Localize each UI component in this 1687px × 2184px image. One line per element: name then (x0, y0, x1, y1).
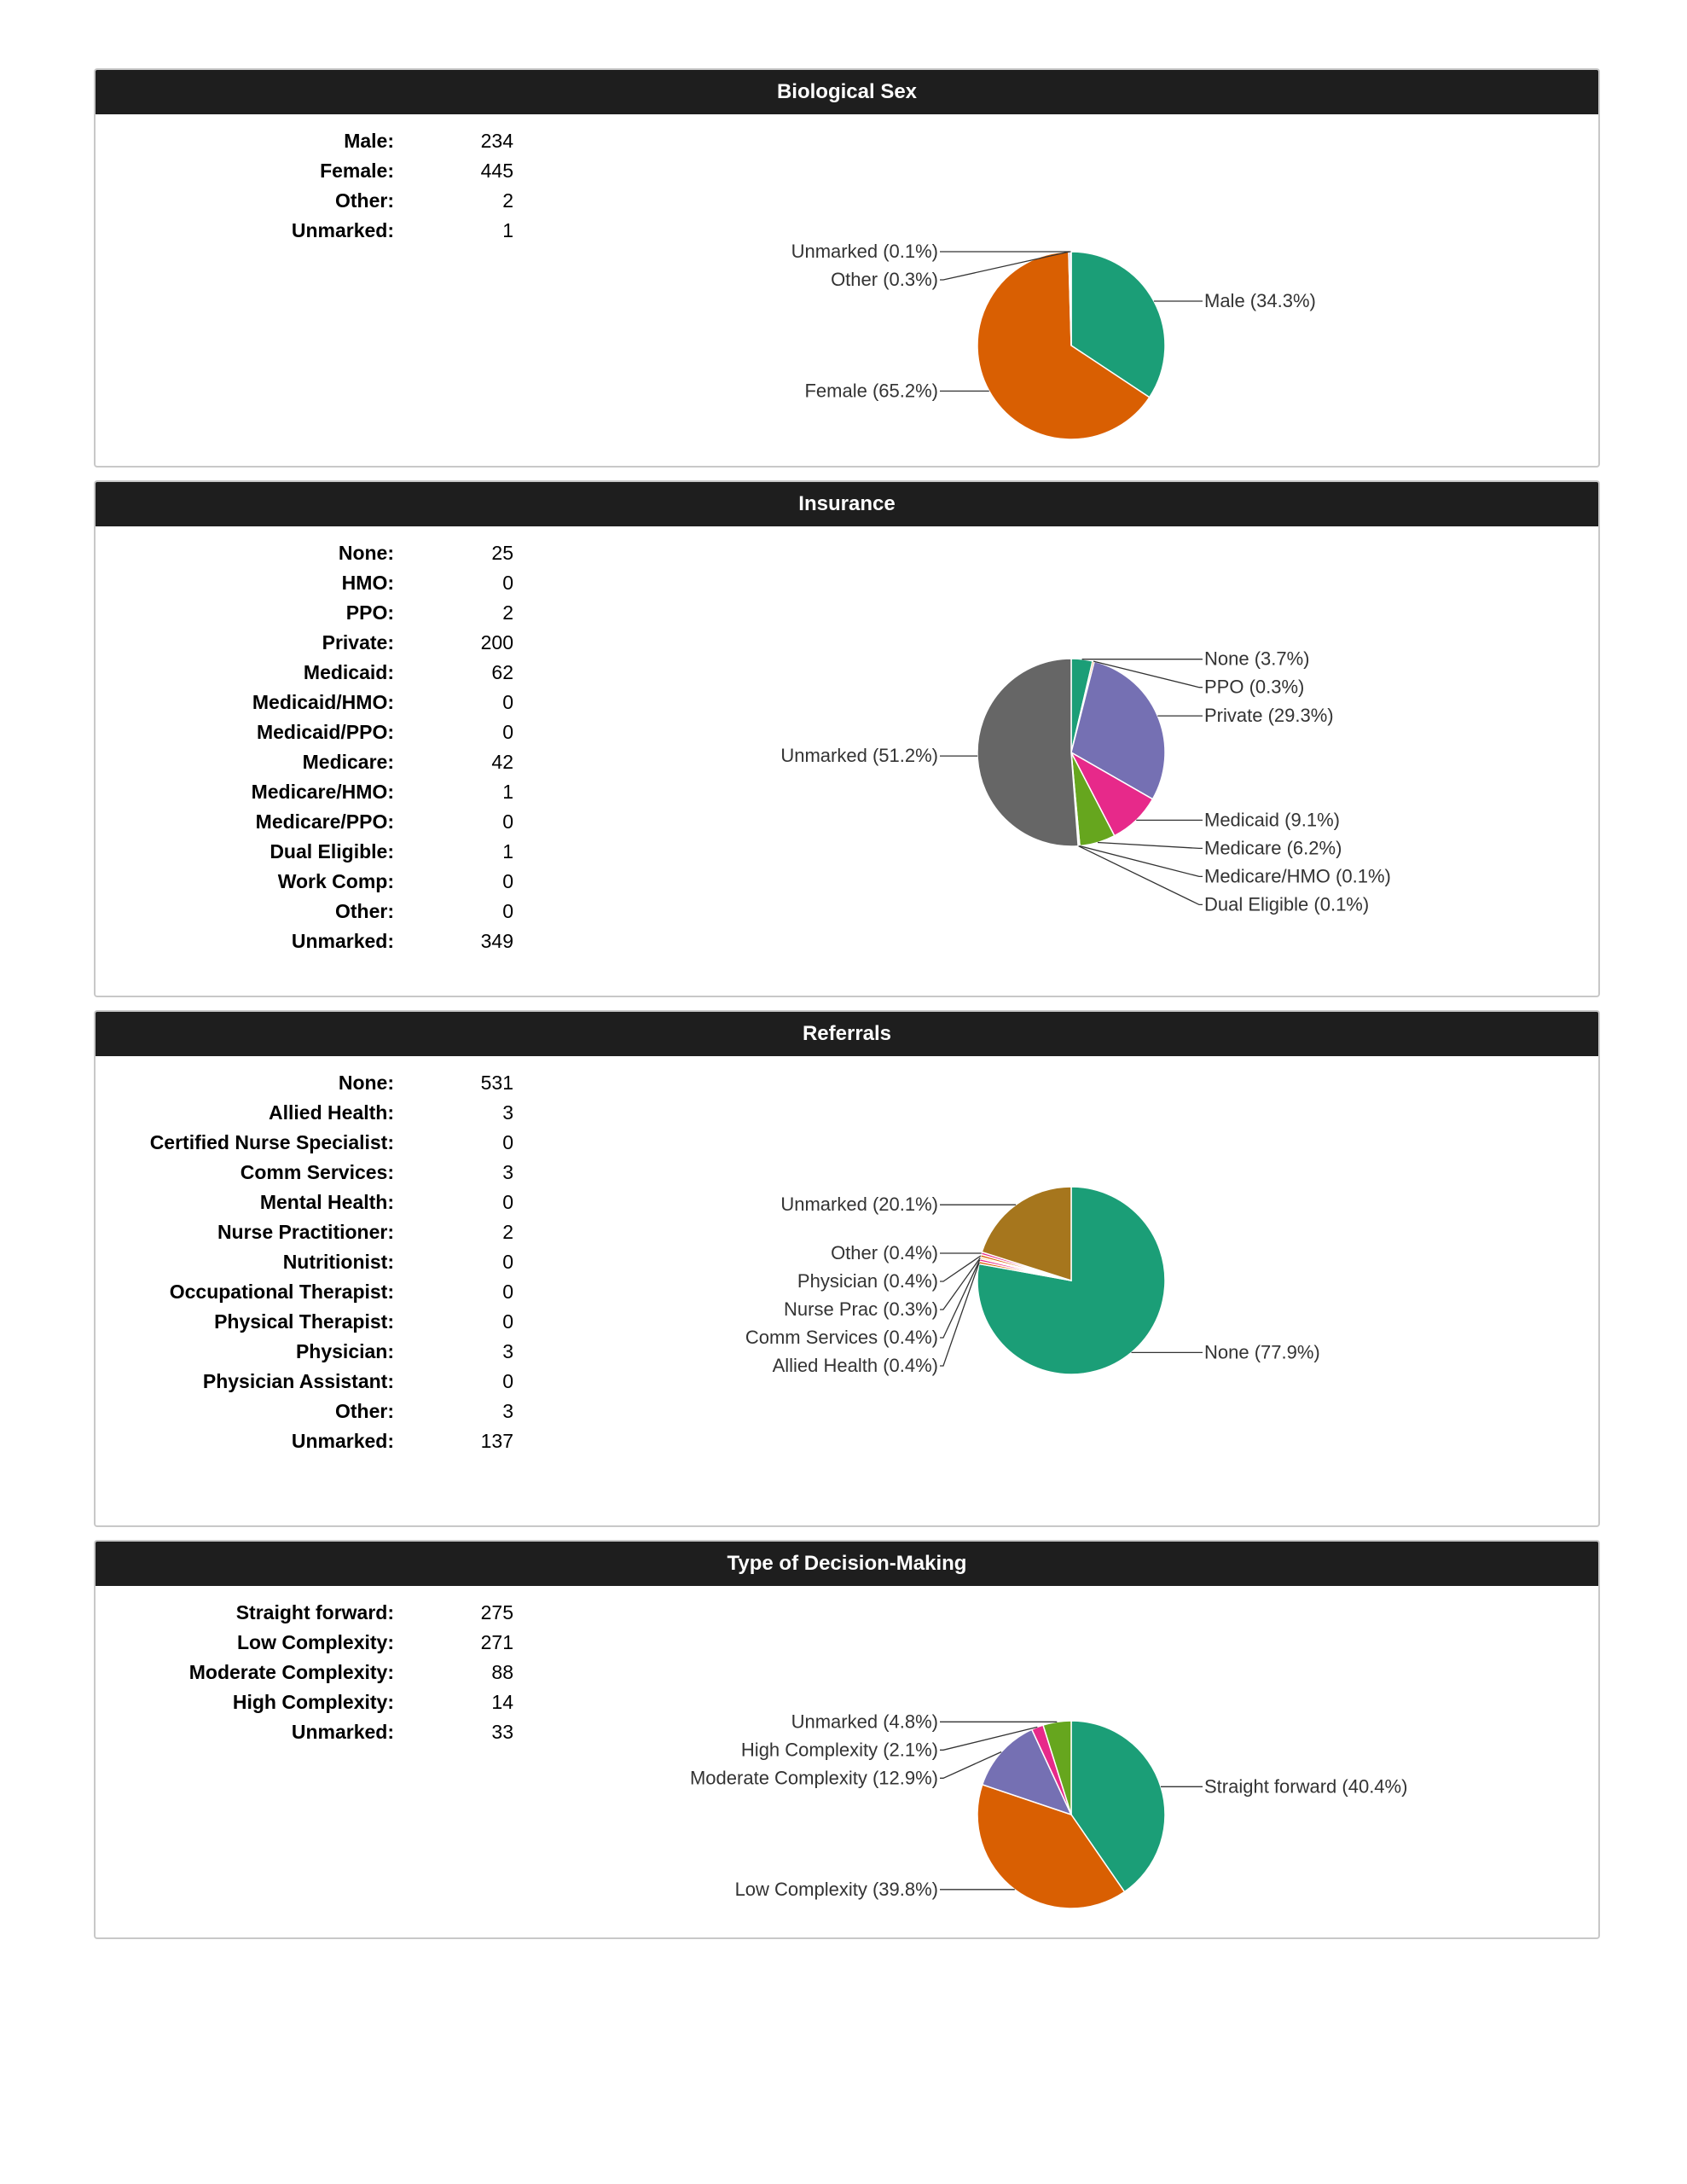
stat-value: 0 (502, 691, 513, 713)
panel-title: Biological Sex (96, 70, 1598, 114)
stat-label: Work Comp: (277, 870, 394, 892)
stat-value: 3 (502, 1101, 513, 1124)
leader-line (1079, 846, 1203, 905)
slice-label: Comm Services (0.4%) (745, 1327, 938, 1348)
stat-value: 2 (502, 1221, 513, 1243)
stat-label: Medicaid: (303, 661, 394, 683)
stat-label: Moderate Complexity: (188, 1661, 394, 1683)
stat-label: Unmarked: (291, 1721, 394, 1743)
slice-label: Other (0.4%) (831, 1242, 938, 1263)
stat-value: 0 (502, 721, 513, 743)
stat-value: 33 (491, 1721, 513, 1743)
leader-line (1080, 846, 1203, 877)
stat-label: Physician: (295, 1340, 394, 1362)
stat-value: 0 (502, 1370, 513, 1392)
stat-label: Unmarked: (291, 930, 394, 952)
stat-value: 531 (480, 1072, 513, 1094)
panel-referrals (94, 1010, 1600, 1527)
stat-value: 0 (502, 900, 513, 922)
leader-line (1098, 843, 1203, 849)
stat-value: 42 (491, 751, 513, 773)
stat-label: Male: (344, 130, 394, 152)
stat-label: Unmarked: (291, 219, 394, 241)
stat-label: High Complexity: (232, 1691, 394, 1713)
stat-value: 2 (502, 601, 513, 624)
stat-value: 0 (502, 1191, 513, 1213)
pie-chart (96, 526, 1598, 996)
stat-label: Medicare/HMO: (251, 781, 394, 803)
stat-value: 3 (502, 1340, 513, 1362)
pie-chart (96, 1586, 1598, 1937)
stat-label: Occupational Therapist: (169, 1281, 394, 1303)
stat-value: 1 (502, 781, 513, 803)
stat-value: 3 (502, 1161, 513, 1183)
stat-value: 200 (480, 631, 513, 653)
stat-value: 275 (480, 1601, 513, 1623)
slice-label: Medicaid (9.1%) (1204, 809, 1340, 831)
slice-label: Allied Health (0.4%) (772, 1355, 938, 1376)
stat-value: 0 (502, 1310, 513, 1333)
pie-slice (1070, 252, 1071, 346)
stat-label: Female: (320, 160, 394, 182)
stat-value: 0 (502, 1131, 513, 1153)
stat-value: 271 (480, 1631, 513, 1653)
stat-value: 0 (502, 870, 513, 892)
slice-label: Medicare/HMO (0.1%) (1204, 865, 1391, 887)
pie-chart (96, 1056, 1598, 1525)
stat-label: Medicare/PPO: (255, 810, 394, 833)
panel-title: Insurance (96, 482, 1598, 526)
stat-value: 25 (491, 542, 513, 564)
pie-chart (96, 114, 1598, 466)
stat-label: PPO: (345, 601, 394, 624)
stat-label: Allied Health: (269, 1101, 394, 1124)
stat-value: 0 (502, 1281, 513, 1303)
slice-label: PPO (0.3%) (1204, 676, 1305, 698)
stat-value: 14 (491, 1691, 513, 1713)
stat-label: Unmarked: (291, 1430, 394, 1452)
stat-value: 2 (502, 189, 513, 212)
stat-label: Comm Services: (240, 1161, 394, 1183)
stat-label: HMO: (341, 572, 394, 594)
slice-label: Moderate Complexity (12.9%) (689, 1767, 938, 1789)
stat-label: None: (338, 1072, 394, 1094)
slice-label: Medicare (6.2%) (1204, 837, 1342, 859)
stat-value: 0 (502, 810, 513, 833)
stat-value: 349 (480, 930, 513, 952)
stat-value: 137 (480, 1430, 513, 1452)
slice-label: Dual Eligible (0.1%) (1204, 893, 1370, 915)
stat-label: Medicaid/PPO: (256, 721, 394, 743)
slice-label: Low Complexity (39.8%) (734, 1878, 938, 1900)
slice-label: Physician (0.4%) (797, 1270, 938, 1292)
slice-label: Male (34.3%) (1204, 290, 1316, 311)
stat-label: Low Complexity: (236, 1631, 394, 1653)
stat-label: Physical Therapist: (214, 1310, 394, 1333)
stat-value: 1 (502, 219, 513, 241)
stat-label: Private: (322, 631, 394, 653)
stat-label: Nurse Practitioner: (217, 1221, 394, 1243)
panel-title: Referrals (96, 1012, 1598, 1056)
stat-value: 0 (502, 1251, 513, 1273)
stat-label: Physician Assistant: (202, 1370, 394, 1392)
slice-label: Straight forward (40.4%) (1204, 1775, 1408, 1798)
slice-label: Unmarked (0.1%) (791, 241, 938, 262)
leader-line (940, 1260, 980, 1338)
slice-label: Private (29.3%) (1204, 705, 1334, 727)
slice-label: Unmarked (20.1%) (780, 1194, 938, 1216)
slice-label: Female (65.2%) (804, 380, 938, 402)
slice-label: High Complexity (2.1%) (740, 1739, 938, 1761)
stat-label: Medicare: (302, 751, 394, 773)
stat-label: Certified Nurse Specialist: (149, 1131, 394, 1153)
slice-label: Unmarked (51.2%) (780, 745, 938, 767)
slice-label: Unmarked (4.8%) (791, 1711, 938, 1733)
slice-label: Other (0.3%) (831, 269, 938, 290)
panel-biological-sex (94, 68, 1600, 468)
stat-label: Nutritionist: (282, 1251, 394, 1273)
stat-label: Other: (335, 189, 394, 212)
pie-slice (977, 659, 1078, 846)
slice-label: Nurse Prac (0.3%) (784, 1298, 938, 1320)
stat-value: 234 (480, 130, 513, 152)
stat-value: 445 (480, 160, 513, 182)
stat-label: Other: (335, 1400, 394, 1422)
stat-label: Straight forward: (235, 1601, 394, 1623)
stat-value: 3 (502, 1400, 513, 1422)
stat-label: Medicaid/HMO: (252, 691, 394, 713)
slice-label: None (77.9%) (1204, 1341, 1320, 1363)
stat-value: 1 (502, 840, 513, 863)
slice-label: None (3.7%) (1204, 648, 1310, 670)
stat-label: Mental Health: (259, 1191, 394, 1213)
stat-value: 0 (502, 572, 513, 594)
leader-line (940, 1256, 981, 1281)
stat-value: 62 (491, 661, 513, 683)
panel-insurance (94, 480, 1600, 997)
stat-value: 88 (491, 1661, 513, 1683)
panel-title: Type of Decision-Making (96, 1542, 1598, 1586)
panel-decision-making (94, 1540, 1600, 1939)
stat-label: None: (338, 542, 394, 564)
leader-line (940, 1263, 979, 1366)
stat-label: Dual Eligible: (270, 840, 394, 863)
stat-label: Other: (335, 900, 394, 922)
